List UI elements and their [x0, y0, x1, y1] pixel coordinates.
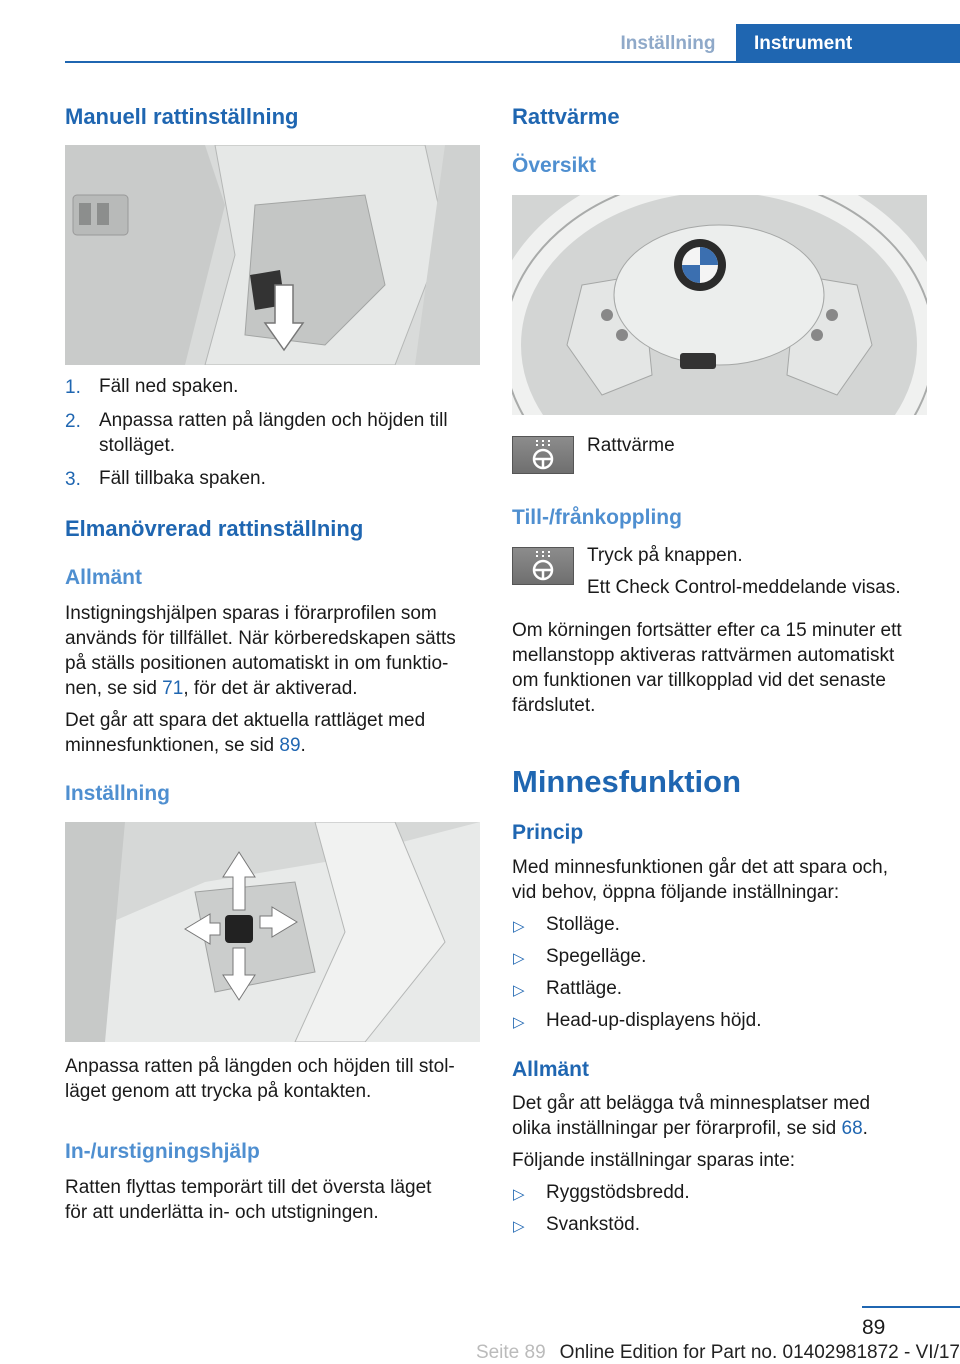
paragraph-line: Följande inställningar sparas inte: — [512, 1150, 796, 1171]
paragraph-line: färdslutet. — [512, 695, 596, 716]
electric-switch-illustration — [65, 822, 480, 1042]
heading-manual-adjustment: Manuell rattinställning — [65, 104, 299, 129]
paragraph-line: Med minnesfunktionen går det att spara och, — [512, 857, 889, 878]
steering-heat-icon — [513, 437, 573, 473]
bullet-triangle-icon: ▷ — [513, 950, 525, 967]
step-number: 2. — [65, 411, 81, 432]
header-section-tab: Inställning — [620, 33, 716, 54]
bullet-triangle-icon: ▷ — [513, 982, 525, 999]
figure-steering-wheel — [512, 195, 927, 415]
bullet-triangle-icon: ▷ — [513, 918, 525, 935]
list-item: Spegelläge. — [546, 946, 647, 967]
footer-watermark: Seite 89 — [475, 1342, 546, 1363]
subheading-on-off: Till-/frånkoppling — [512, 506, 682, 529]
bullet-triangle-icon: ▷ — [513, 1186, 525, 1203]
bullet-triangle-icon: ▷ — [513, 1218, 525, 1235]
steering-wheel-illustration — [512, 195, 927, 415]
heading-steering-heat: Rattvärme — [512, 104, 620, 129]
step-text: Fäll ned spaken. — [99, 376, 239, 397]
figure-manual-lever — [65, 145, 480, 365]
paragraph-line: på ställs positionen automatiskt in om funktio‐ — [65, 653, 449, 674]
paragraph-line: olika inställningar per förarprofil, se sid 68. — [512, 1118, 868, 1139]
paragraph-line: används för tillfället. När körberedskapen sätts — [65, 628, 456, 649]
step-number: 3. — [65, 469, 81, 490]
manual-lever-illustration — [65, 145, 480, 365]
list-item: Rattläge. — [546, 978, 623, 999]
paragraph-line: Anpassa ratten på längden och höjden till stol‐ — [65, 1056, 455, 1077]
paragraph-line: för att underlätta in- och utstigningen. — [65, 1202, 379, 1223]
paragraph-line: läget genom att trycka på kontakten. — [65, 1081, 372, 1102]
subheading-general-memory: Allmänt — [512, 1058, 590, 1081]
paragraph-line: om funktionen var tillkopplad vid det senaste — [512, 670, 886, 691]
paragraph-line: nen, se sid 71, för det är aktiverad. — [65, 678, 358, 699]
steering-heat-button[interactable] — [512, 547, 574, 585]
page-link-71[interactable]: 71 — [162, 678, 184, 699]
instruction-line: Tryck på knappen. — [587, 545, 743, 566]
subheading-general: Allmänt — [65, 566, 143, 589]
step-text: Anpassa ratten på längden och höjden till — [99, 410, 448, 431]
page-link-89[interactable]: 89 — [279, 735, 301, 756]
header-rule — [65, 61, 960, 63]
heading-memory-function: Minnesfunktion — [512, 764, 742, 799]
footer-rule — [862, 1306, 960, 1308]
subheading-setting: Inställning — [65, 782, 170, 805]
paragraph-line: vid behov, öppna följande inställningar: — [512, 882, 840, 903]
list-item: Ryggstödsbredd. — [546, 1182, 690, 1203]
heading-electric-adjustment: Elmanövrerad rattinställning — [65, 516, 364, 541]
subheading-principle: Princip — [512, 821, 584, 844]
footer-edition: Seite 89 Online Edition for Part no. 01402981872 - VI/17 — [475, 1342, 960, 1363]
bullet-triangle-icon: ▷ — [513, 1014, 525, 1031]
step-number: 1. — [65, 377, 81, 398]
subheading-overview: Översikt — [512, 154, 597, 177]
list-item: Stolläge. — [546, 914, 620, 935]
steering-heat-icon — [513, 548, 573, 584]
subheading-entry-aid: In-/urstigningshjälp — [65, 1140, 260, 1163]
list-item: Head-up-displayens höjd. — [546, 1010, 762, 1031]
page-number: 89 — [862, 1316, 886, 1339]
page-link-68[interactable]: 68 — [841, 1118, 863, 1139]
paragraph-line: Det går att spara det aktuella rattläget med — [65, 710, 426, 731]
paragraph-line: minnesfunktionen, se sid 89. — [65, 735, 306, 756]
figure-electric-switch — [65, 822, 480, 1042]
instruction-line: Ett Check Control-meddelande visas. — [587, 577, 901, 598]
steering-heat-button[interactable] — [512, 436, 574, 474]
paragraph-line: mellanstopp aktiveras rattvärmen automatiskt — [512, 645, 895, 666]
list-item: Svankstöd. — [546, 1214, 640, 1235]
step-text-continued: stolläget. — [99, 435, 176, 456]
icon-label: Rattvärme — [587, 435, 675, 456]
step-text: Fäll tillbaka spaken. — [99, 468, 266, 489]
paragraph-line: Ratten flyttas temporärt till det översta läget — [65, 1177, 432, 1198]
paragraph-line: Om körningen fortsätter efter ca 15 minuter ett — [512, 620, 902, 641]
header-chapter-tab: Instrument — [736, 24, 960, 63]
paragraph-line: Det går att belägga två minnesplatser med — [512, 1093, 871, 1114]
paragraph-line: Instigningshjälpen sparas i förarprofilen som — [65, 603, 437, 624]
